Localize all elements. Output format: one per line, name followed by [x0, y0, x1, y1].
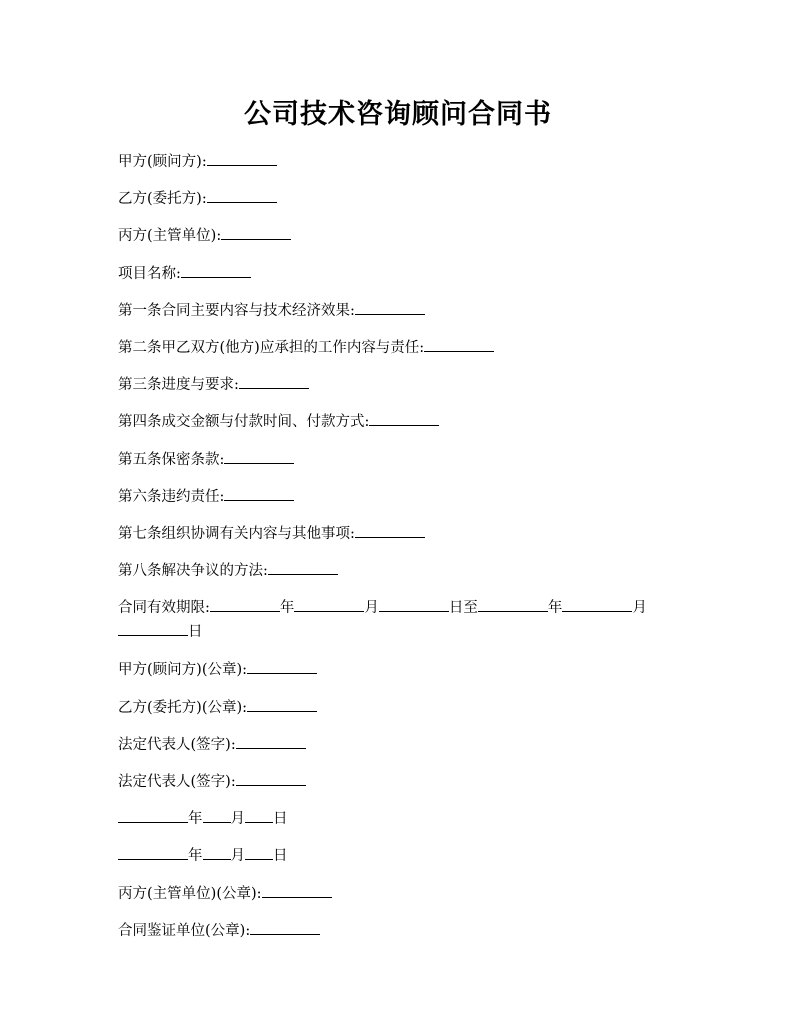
article-4-label: 第四条成交金额与付款时间、付款方式:: [118, 414, 370, 431]
validity-start-year-blank[interactable]: [210, 596, 280, 612]
project-name-blank[interactable]: [181, 262, 251, 278]
date-1-month-blank[interactable]: [203, 807, 231, 823]
contract-body: [118, 150, 678, 956]
validity-start-day-blank[interactable]: [379, 596, 449, 612]
article-8-line: [118, 559, 678, 582]
date-2-month-blank[interactable]: [203, 844, 231, 860]
article-3-blank[interactable]: [239, 373, 309, 389]
article-1-label: 第一条合同主要内容与技术经济效果:: [118, 302, 355, 319]
page-title: 公司技术咨询顾问合同书: [244, 99, 552, 130]
date-1-month-label: 月: [230, 811, 245, 828]
article-4-line: [118, 410, 678, 433]
party-a-blank[interactable]: [207, 150, 277, 166]
date-2-year-blank[interactable]: [118, 844, 188, 860]
date-1-year-label: 年: [188, 811, 203, 828]
validity-end-day-blank[interactable]: [118, 620, 188, 636]
validity-end-month-blank[interactable]: [562, 596, 632, 612]
article-6-blank[interactable]: [224, 485, 294, 501]
date-2-month-label: 月: [230, 848, 245, 865]
party-b-seal-blank[interactable]: [247, 696, 317, 712]
validity-end-year-blank[interactable]: [478, 596, 548, 612]
party-b-blank[interactable]: [207, 187, 277, 203]
article-7-line: [118, 522, 678, 545]
legal-rep-2-label: 法定代表人(签字):: [118, 774, 236, 790]
legal-rep-2-blank[interactable]: [236, 770, 306, 786]
article-1-line: [118, 299, 678, 322]
party-b-seal-label: 乙方(委托方)(公章):: [118, 699, 248, 716]
article-3-label: 第三条进度与要求:: [118, 377, 239, 394]
date-2-day-label: 日: [273, 848, 288, 865]
article-5-blank[interactable]: [224, 448, 294, 464]
validity-day-to-label: 日至: [448, 600, 478, 617]
date-1-year-blank[interactable]: [118, 807, 188, 823]
project-name-line: [118, 262, 678, 285]
date-1-day-blank[interactable]: [245, 807, 273, 823]
article-3-line: [118, 373, 678, 396]
legal-rep-1-line: [118, 733, 678, 756]
party-c-seal-blank[interactable]: [262, 882, 332, 898]
date-1-day-label: 日: [273, 811, 288, 828]
article-2-blank[interactable]: [424, 336, 494, 352]
party-c-line: [118, 224, 678, 247]
article-2-line: [118, 336, 678, 359]
article-5-line: [118, 448, 678, 471]
article-7-label: 第七条组织协调有关内容与其他事项:: [118, 525, 355, 542]
article-7-blank[interactable]: [355, 522, 425, 538]
legal-rep-2-line: [118, 770, 678, 793]
legal-rep-1-blank[interactable]: [236, 733, 306, 749]
validity-end-day-label: 日: [188, 624, 203, 641]
article-8-label: 第八条解决争议的方法:: [118, 563, 268, 580]
date-2-year-label: 年: [188, 848, 203, 865]
party-b-label: 乙方(委托方):: [118, 191, 207, 208]
article-6-label: 第六条违约责任:: [118, 488, 225, 505]
validity-label: 合同有效期限:: [118, 600, 210, 617]
party-c-blank[interactable]: [221, 224, 291, 240]
party-b-line: [118, 187, 678, 210]
article-1-blank[interactable]: [355, 299, 425, 315]
article-8-blank[interactable]: [268, 559, 338, 575]
party-a-seal-label: 甲方(顾问方)(公章):: [118, 662, 248, 679]
verification-seal-blank[interactable]: [250, 919, 320, 935]
validity-year-label: 年: [279, 600, 295, 617]
validity-start-month-blank[interactable]: [294, 596, 364, 612]
date-2-day-blank[interactable]: [245, 844, 273, 860]
legal-rep-1-label: 法定代表人(签字):: [118, 736, 236, 753]
validity-month-label: 月: [364, 600, 379, 617]
date-line-2: [118, 844, 678, 867]
article-6-line: [118, 485, 678, 508]
validity-end-year-label: 年: [547, 600, 563, 617]
party-c-seal-label: 丙方(主管单位)(公章):: [118, 885, 262, 902]
article-5-label: 第五条保密条款:: [118, 451, 225, 468]
validity-line: [118, 596, 678, 644]
verification-seal-label: 合同鉴证单位(公章):: [118, 922, 251, 939]
verification-seal-line: [118, 919, 678, 942]
party-c-label: 丙方(主管单位):: [118, 228, 222, 245]
project-name-label: 项目名称:: [118, 265, 181, 282]
party-b-seal-line: [118, 696, 678, 719]
party-a-seal-line: [118, 658, 678, 681]
party-a-label: 甲方(顾问方):: [118, 154, 207, 170]
article-4-blank[interactable]: [369, 410, 439, 426]
article-2-label: 第二条甲乙双方(他方)应承担的工作内容与责任:: [118, 339, 425, 356]
party-c-seal-line: [118, 882, 678, 905]
validity-end-month-label: 月: [632, 600, 647, 617]
party-a-seal-blank[interactable]: [247, 658, 317, 674]
party-a-line: [118, 150, 678, 173]
date-line-1: [118, 807, 678, 830]
